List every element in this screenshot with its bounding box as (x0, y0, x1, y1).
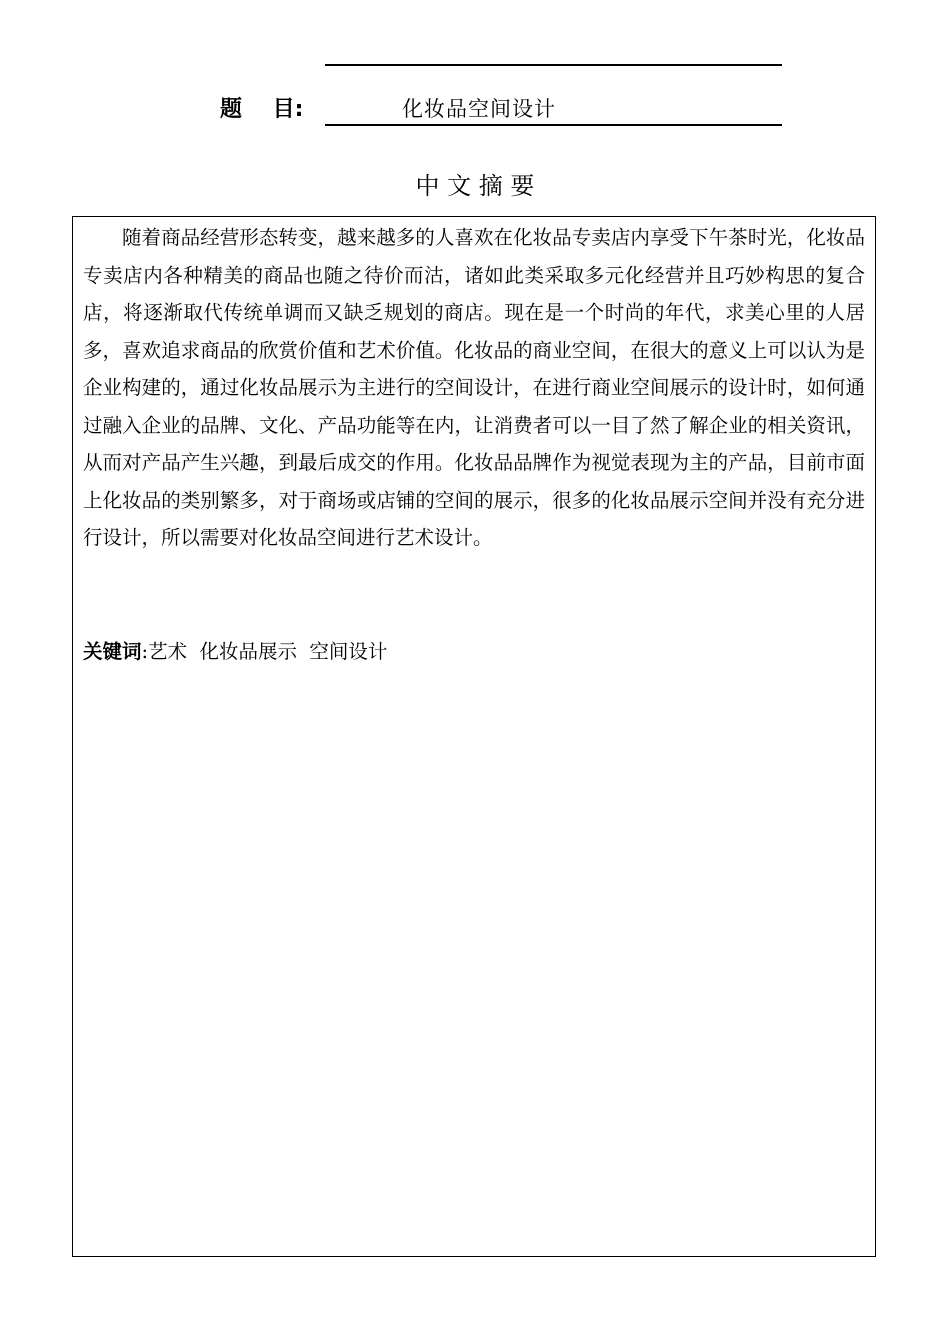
title-row (0, 88, 950, 128)
keywords-label: 关键词 (83, 640, 142, 663)
keywords-line (83, 637, 387, 667)
abstract-body: 随着商品经营形态转变，越来越多的人喜欢在化妆品专卖店内享受下午茶时光，化妆品专卖店内各种精美的商品也随之待价而沽，诸如此类采取多元化经营并且巧妙构思的复合店，将逐渐取代传统单调而又缺乏规划的商店。现在是一个时尚的年代，求美心里的人居多，喜欢追求商品的欣赏价值和艺术价值。化妆品的商业空间，在很大的意义上可以认为是企业构建的，通过化妆品展示为主进行的空间设计，在进行商业空间展示的设计时，如何通过融入企业的品牌、文化、产品功能等在内，让消费者可以一目了然了解企业的相关资讯，从而对产品产生兴趣，到最后成交的作用。化妆品品牌作为视觉表现为主的产品，目前市面上化妆品的类别繁多，对于商场或店铺的空间的展示，很多的化妆品展示空间并没有充分进行设计，所以需要对化妆品空间进行艺术设计。 (83, 226, 865, 549)
abstract-box (72, 216, 876, 1257)
keywords-list: 艺术 化妆品展示 空间设计 (148, 640, 388, 663)
thesis-title: 化妆品空间设计 (402, 97, 556, 121)
title-underline (325, 124, 782, 126)
keywords-separator: : (141, 640, 149, 663)
title-label: 题 目: (220, 97, 304, 122)
abstract-heading: 中 文 摘 要 (415, 172, 535, 200)
top-rule (325, 64, 782, 66)
